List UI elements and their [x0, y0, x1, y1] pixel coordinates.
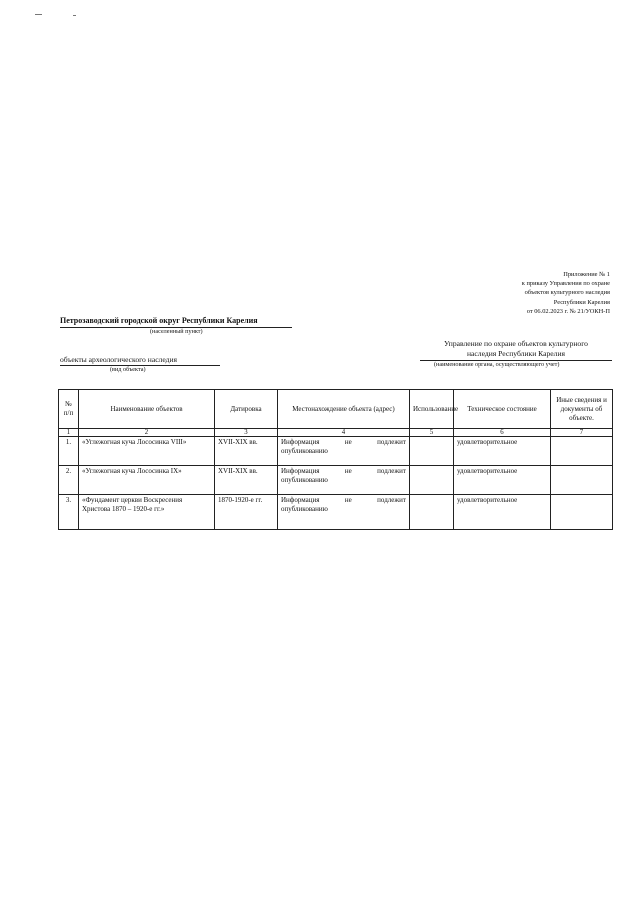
cell-name: «Фундамент церкви Воскресения Христова 1870 – 1920-е гг.» — [79, 495, 215, 530]
header-name: Наименование объектов — [79, 390, 215, 429]
table-header-row — [59, 390, 613, 429]
column-number: 3 — [215, 429, 278, 437]
cell-location: Информация не подлежит опубликованию — [278, 466, 410, 495]
authority-line-2: наследия Республики Карелия — [466, 349, 566, 358]
appendix-block — [410, 270, 610, 316]
appendix-line: от 06.02.2023 г. № 21/УОКН-П — [526, 307, 610, 315]
cell-location: Информация не подлежит опубликованию — [278, 437, 410, 466]
cell-name: «Углежогная куча Лососинка IX» — [79, 466, 215, 495]
column-number: 4 — [278, 429, 410, 437]
authority-block — [420, 339, 612, 359]
cell-date: XVII-XIX вв. — [215, 466, 278, 495]
table-row — [59, 466, 613, 495]
cell-other — [551, 495, 613, 530]
column-number: 2 — [79, 429, 215, 437]
authority-caption: (наименование органа, осуществляющего учет) — [434, 361, 560, 368]
cell-usage — [410, 466, 454, 495]
appendix-line: Республики Карелия — [553, 298, 610, 306]
header-num: № п/п — [59, 390, 79, 429]
cell-location: Информация не подлежит опубликованию — [278, 495, 410, 530]
header-usage: Использование — [410, 390, 454, 429]
scan-speck — [35, 14, 42, 15]
appendix-line: к приказу Управления по охране — [521, 280, 610, 288]
header-location: Местонахождение объекта (адрес) — [278, 390, 410, 429]
header-condition: Техническое состояние — [454, 390, 551, 429]
settlement-caption: (населенный пункт) — [150, 328, 203, 335]
authority-line-1: Управление по охране объектов культурного — [444, 339, 588, 348]
object-type-caption: (вид объекта) — [110, 366, 146, 373]
header-other: Иные сведения и документы об объекте. — [551, 390, 613, 429]
cell-condition: удовлетворительное — [454, 466, 551, 495]
column-number: 1 — [59, 429, 79, 437]
table-row — [59, 437, 613, 466]
cell-usage — [410, 437, 454, 466]
scan-speck — [73, 15, 76, 16]
cell-date: XVII-XIX вв. — [215, 437, 278, 466]
cell-other — [551, 437, 613, 466]
cell-num: 1. — [59, 437, 79, 466]
cell-usage — [410, 495, 454, 530]
object-type: объекты археологического наследия — [60, 355, 178, 364]
cell-date: 1870-1920-е гг. — [215, 495, 278, 530]
column-number: 7 — [551, 429, 613, 437]
appendix-line: Приложение № 1 — [563, 271, 610, 278]
table-row — [59, 495, 613, 530]
appendix-line: объектов культурного наследия — [524, 289, 610, 297]
cell-condition: удовлетворительное — [454, 495, 551, 530]
cell-num: 2. — [59, 466, 79, 495]
header-date: Датировка — [215, 390, 278, 429]
cell-condition: удовлетворительное — [454, 437, 551, 466]
column-number-row — [59, 429, 613, 437]
cell-num: 3. — [59, 495, 79, 530]
settlement-name: Петрозаводский городской округ Республики Карелия — [60, 316, 258, 325]
objects-table — [58, 389, 613, 530]
cell-other — [551, 466, 613, 495]
column-number: 6 — [454, 429, 551, 437]
cell-name: «Углежогная куча Лососинка VIII» — [79, 437, 215, 466]
column-number: 5 — [410, 429, 454, 437]
